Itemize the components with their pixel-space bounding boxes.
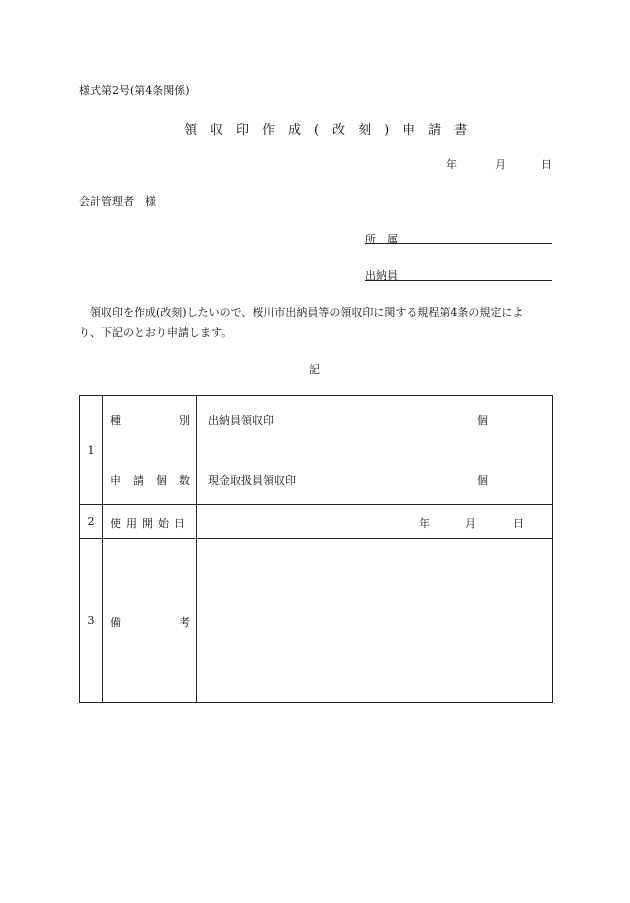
start-date-year: 年 [419, 517, 430, 530]
row-number: 1 [87, 443, 95, 457]
start-date-day: 日 [513, 517, 524, 530]
table-row [80, 539, 553, 703]
item-cash-handler-seal-unit: 個 [477, 474, 488, 487]
count-label-a: 申 [110, 474, 121, 487]
row-label-cell [103, 539, 197, 703]
item-cashier-seal: 出納員領収印 [208, 414, 274, 427]
cashier-line[interactable] [365, 280, 552, 281]
body-text-line-1: 領収印を作成(改刻)したいので、桜川市出納員等の領収印に関する規程第4条の規定によ [79, 306, 524, 319]
count-label-b: 請 [133, 474, 144, 487]
item-cash-handler-seal: 現金取扱員領収印 [208, 474, 296, 487]
affiliation-line[interactable] [365, 243, 552, 244]
start-date-month: 月 [465, 517, 476, 530]
remarks-value-cell[interactable] [197, 539, 553, 703]
type-label-a: 種 [110, 414, 121, 427]
row-label-cell [103, 396, 197, 505]
row-label-cell [103, 505, 197, 539]
addressee: 会計管理者 様 [79, 195, 156, 208]
body-text-line-2: り、下記のとおり申請します。 [79, 326, 233, 339]
remarks-label-b: 考 [179, 616, 190, 629]
application-table [79, 395, 553, 703]
row-number: 3 [87, 614, 95, 627]
remarks-label-a: 備 [110, 616, 121, 629]
table-row [80, 505, 553, 539]
cashier-label: 出納員 [365, 269, 398, 282]
count-label-d: 数 [179, 474, 190, 487]
row-value-cell[interactable] [197, 505, 553, 539]
form-number: 様式第2号(第4条関係) [79, 84, 190, 97]
row-number-cell [80, 539, 103, 703]
ki-label: 記 [309, 363, 320, 376]
row-number-cell [80, 396, 103, 505]
date-day-label: 日 [541, 158, 552, 171]
date-year-label: 年 [446, 158, 457, 171]
type-label-b: 別 [179, 414, 190, 427]
row-number-cell [80, 505, 103, 539]
row-number: 2 [87, 515, 95, 528]
row-value-cell[interactable] [197, 396, 553, 505]
item-cashier-seal-unit: 個 [477, 414, 488, 427]
affiliation-label: 所 属 [365, 233, 398, 246]
table-row [80, 396, 553, 505]
count-label-c: 個 [156, 474, 167, 487]
start-date-label: 使用開始日 [110, 517, 190, 530]
date-month-label: 月 [495, 158, 506, 171]
document-title: 領収印作成(改刻)申請書 [184, 123, 481, 138]
